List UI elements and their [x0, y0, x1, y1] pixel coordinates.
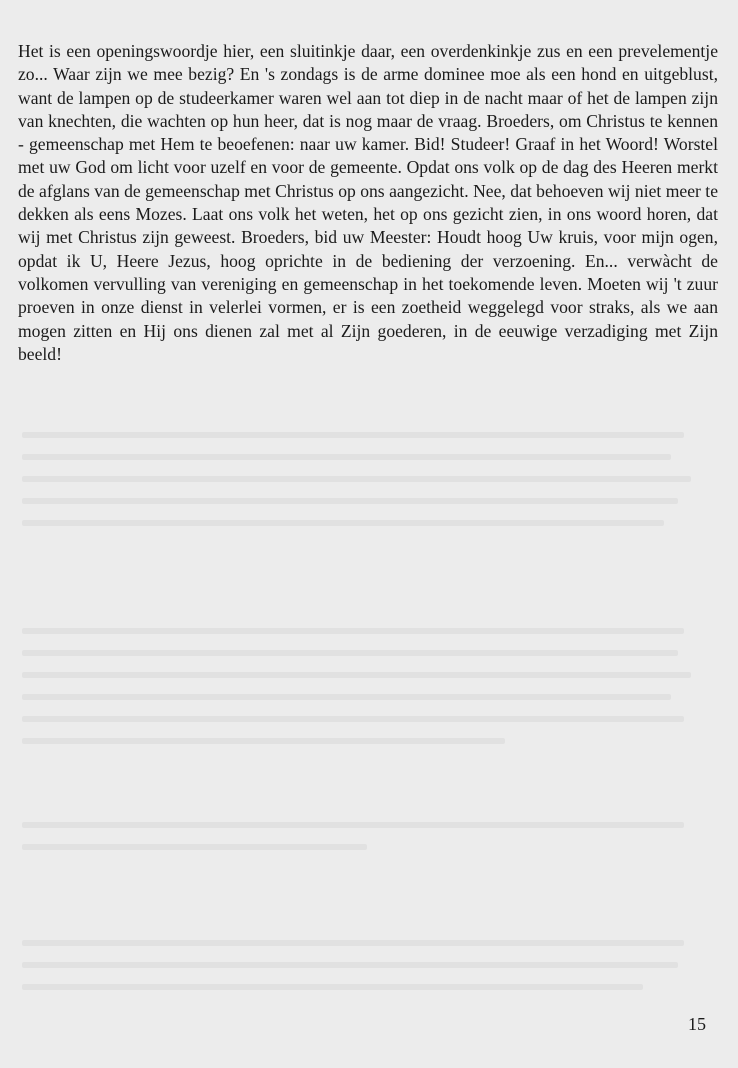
bleed-through-block — [22, 432, 712, 542]
bleed-through-block — [22, 822, 712, 866]
body-paragraph: Het is een openingswoordje hier, een sluitinkje daar, een overdenkinkje zus en een prevelementje zo... Waar zijn we mee bezig? En 's zondags is de arme dominee moe als een hond en uitgeblust, want de lampen op de studeerkamer waren wel aan tot diep in de nacht maar of het de lampen zijn van knechten, die wachten op hun heer, dat is nog maar de vraag. Broeders, om Christus te kennen - gemeenschap met Hem te beoefenen: naar uw kamer. Bid! Studeer! Graaf in het Woord! Worstel met uw God om licht voor uzelf en voor de gemeente. Opdat ons volk op de dag des Heeren merkt de afglans van de gemeenschap met Christus op ons aangezicht. Nee, dat behoeven wij niet meer te dekken als eens Mozes. Laat ons volk het weten, het op ons gezicht zien, in ons woord horen, dat wij met Christus zijn geweest. Broeders, bid uw Meester: Houdt hoog Uw kruis, voor mijn ogen, opdat ik U, Heere Jezus, hoog oprichte in de bediening der verzoening. En... verwàcht de volkomen vervulling van vereniging en gemeenschap in het toekomende leven. Moeten wij 't zuur proeven in onze dienst in velerlei vormen, er is een zoetheid weggelegd voor straks, als we aan mogen zitten en Hij ons dienen zal met al Zijn goederen, in de eeuwige verzadiging met Zijn beeld! — [18, 41, 718, 364]
bleed-through-block — [22, 940, 712, 1006]
page-number: 15 — [688, 1014, 706, 1034]
bleed-through-heading — [22, 372, 712, 400]
bleed-through-block — [22, 628, 712, 760]
